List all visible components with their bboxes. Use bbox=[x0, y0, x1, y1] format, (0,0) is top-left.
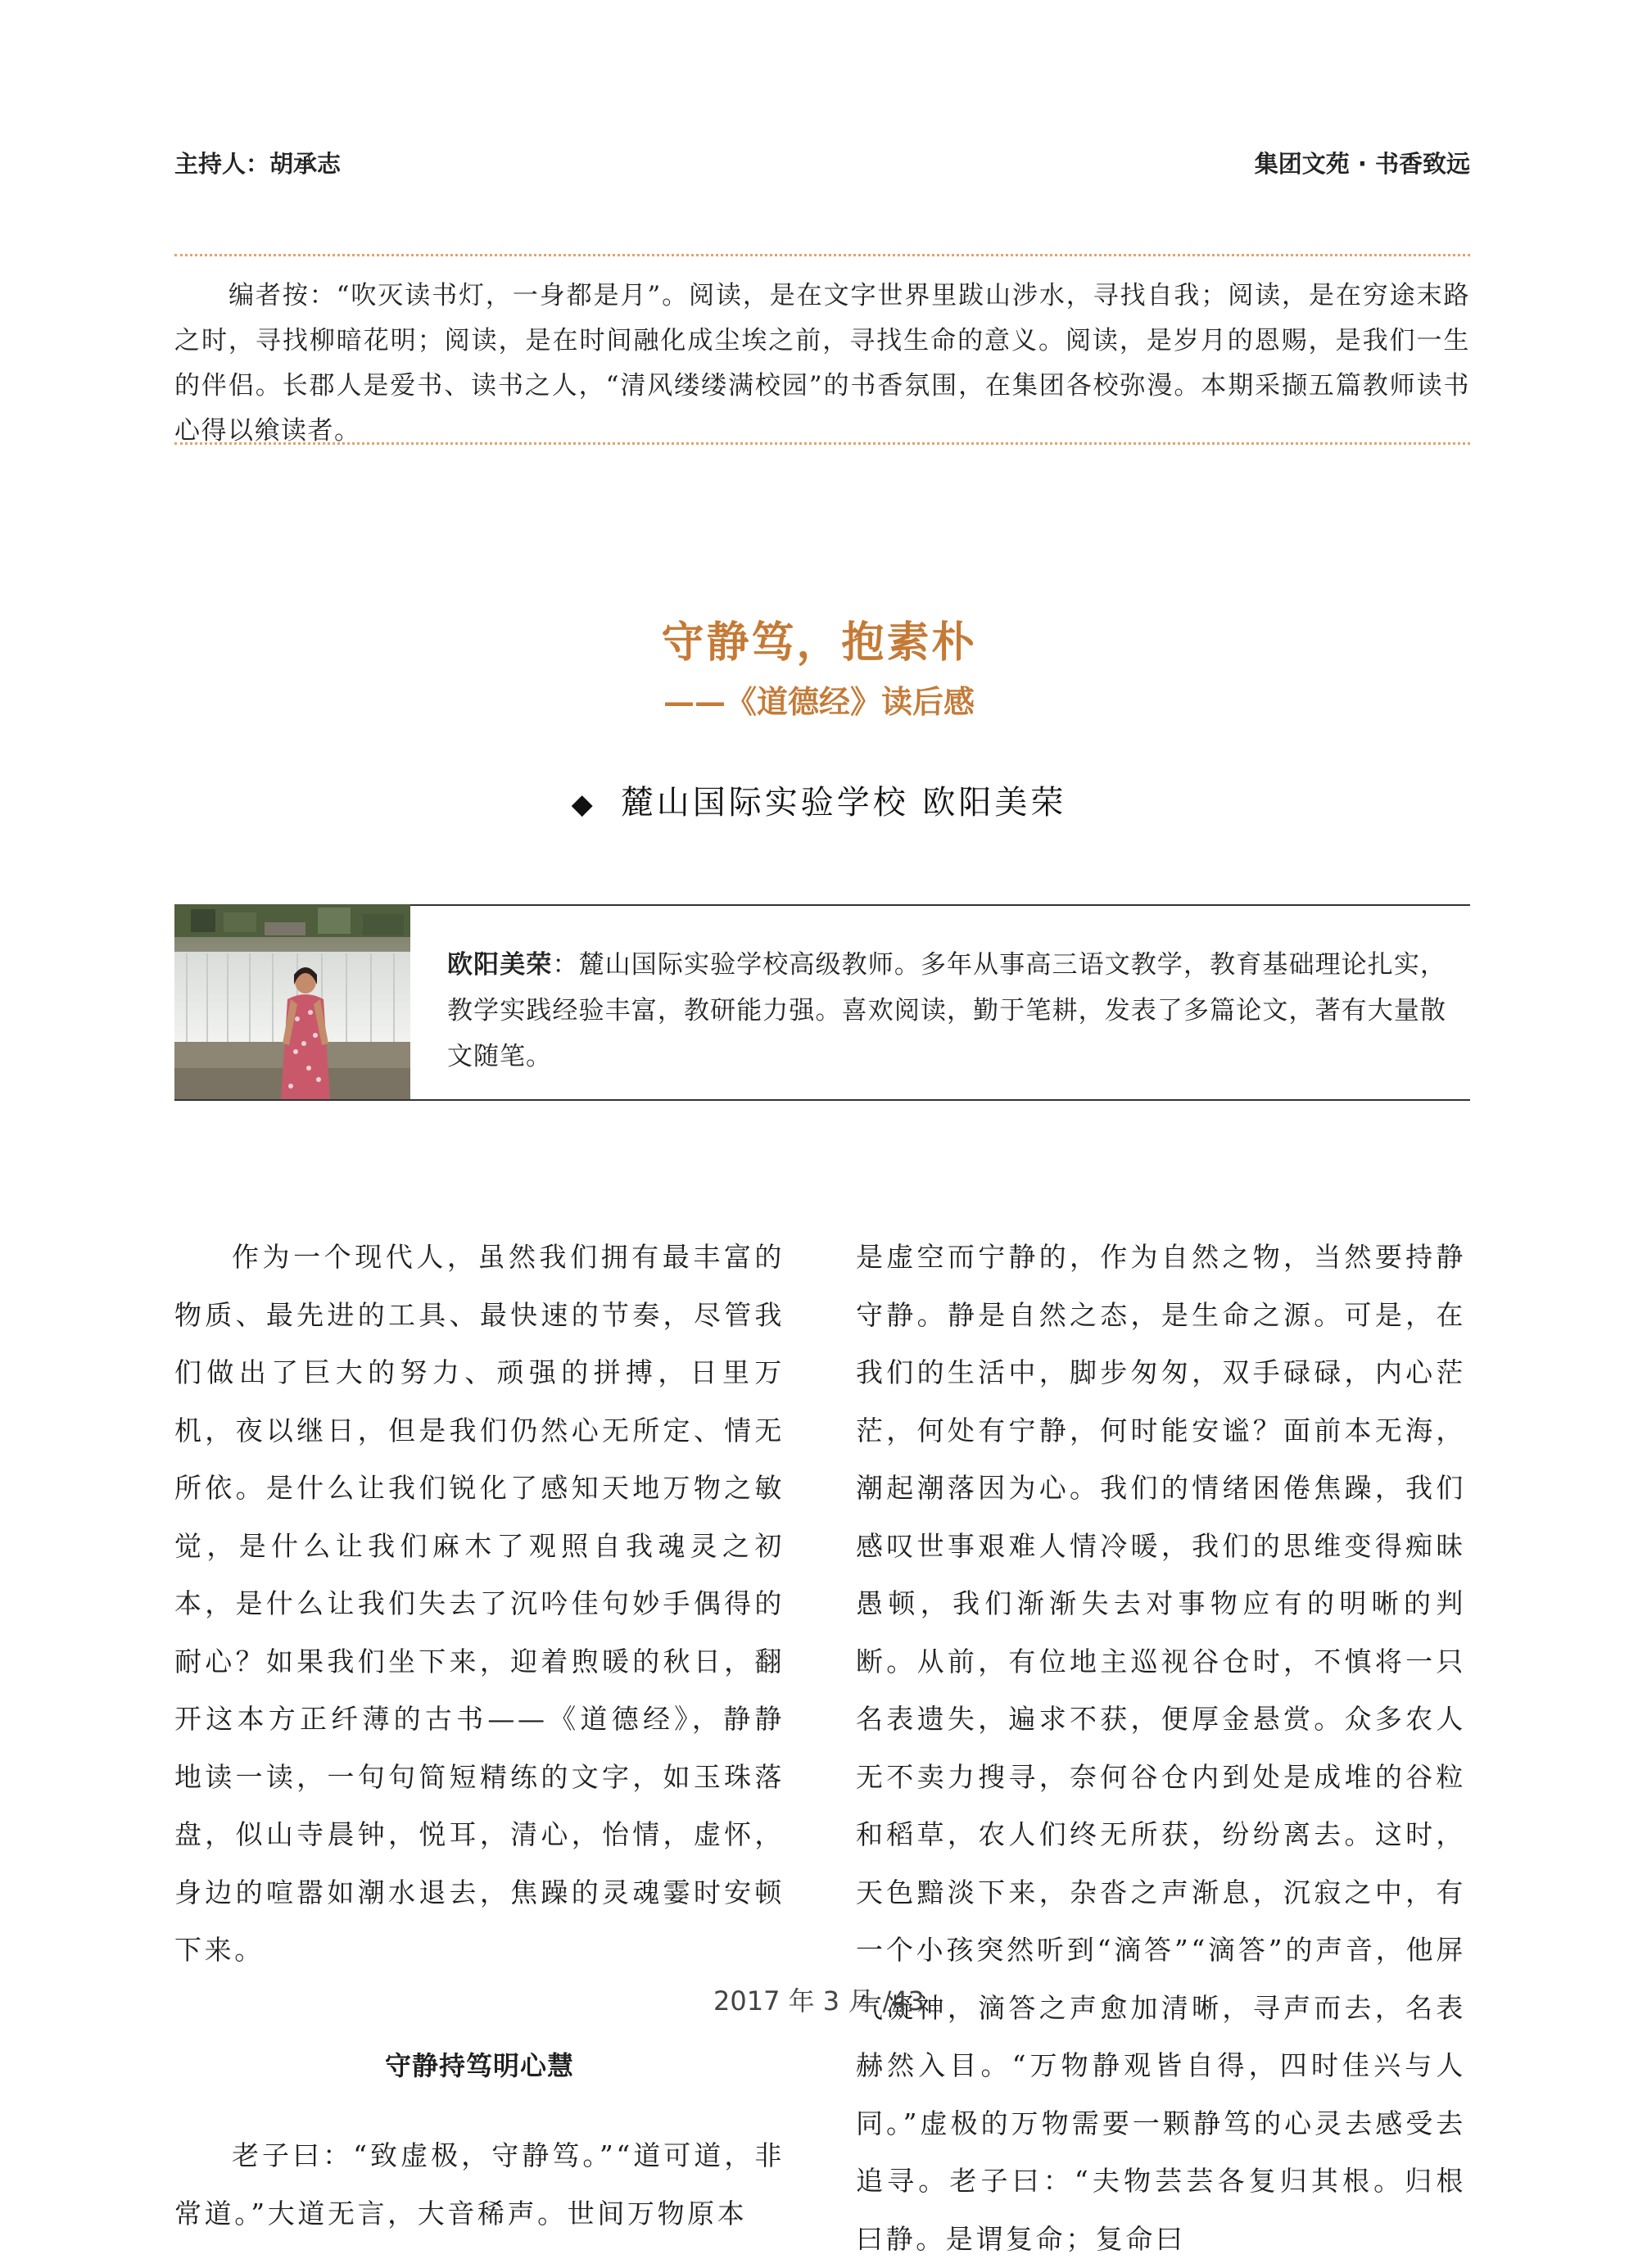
bio-text: ：麓山国际实验学校高级教师。多年从事高三语文教学，教育基础理论扎实，教学实践经验丰富，教研能力强。喜欢阅读，勤于笔耕，发表了多篇论文，著有大量散文随笔。 bbox=[447, 950, 1447, 1071]
author-photo bbox=[174, 904, 410, 1099]
article-title: 守静笃，抱素朴 bbox=[661, 618, 977, 668]
body-column-right bbox=[856, 1229, 1466, 2268]
top-dotted-divider bbox=[174, 254, 1470, 256]
bio-name: 欧阳美荣 bbox=[447, 950, 553, 980]
body-paragraph-1: 作为一个现代人，虽然我们拥有最丰富的物质、最先进的工具、最快速的节奏，尽管我们做出了巨大的努力、顽强的拼搏，日里万机，夜以继日，但是我们仍然心无所定、情无所依。是什么让我们锐化了感知天地万物之敏觉，是什么让我们麻木了观照自我魂灵之初本，是什么让我们失去了沉吟佳句妙手偶得的耐心？如果我们坐下来，迎着煦暖的秋日，翻开这本方正纤薄的古书——《道德经》，静静地读一读，一句句简短精练的文字，如玉珠落盘，似山寺晨钟，悦耳，清心，怡情，虚怀，身边的喧嚣如潮水退去，焦躁的灵魂霎时安顿下来。 bbox=[174, 1241, 785, 1966]
body-paragraph-2: 老子曰：“致虚极，守静笃。”“道可道，非常道。”大道无言，大音稀声。世间万物原本 bbox=[174, 2139, 785, 2230]
header-column-name: 集团文苑 · 书香致远 bbox=[1254, 150, 1470, 178]
section-heading: 守静持笃明心慧 bbox=[384, 2049, 574, 2081]
bio-bottom-rule bbox=[174, 1099, 1470, 1101]
body-column-left bbox=[174, 1229, 785, 2243]
bottom-dotted-divider bbox=[174, 442, 1470, 445]
article-subtitle: ——《道德经》读后感 bbox=[663, 683, 975, 720]
author-bio bbox=[447, 942, 1446, 1080]
diamond-icon: ◆ bbox=[571, 788, 596, 821]
author-name: 麓山国际实验学校 欧阳美荣 bbox=[620, 784, 1067, 822]
body-paragraph-right: 是虚空而宁静的，作为自然之物，当然要持静守静。静是自然之态，是生命之源。可是，在我们的生活中，脚步匆匆，双手碌碌，内心茫茫，何处有宁静，何时能安谧？面前本无海，潮起潮落因为心。我们的情绪困倦焦躁，我们感叹世事艰难人情冷暖，我们的思维变得痴昧愚顿，我们渐渐失去对事物应有的明晰的判断。从前，有位地主巡视谷仓时，不慎将一只名表遗失，遍求不获，便厚金悬赏。众多农人无不卖力搜寻，奈何谷仓内到处是成堆的谷粒和稻草，农人们终无所获，纷纷离去。这时，天色黯淡下来，杂沓之声渐息，沉寂之中，有一个小孩突然听到“滴答”“滴答”的声音，他屏气凝神，滴答之声愈加清晰，寻声而去，名表赫然入目。“万物静观皆自得，四时佳兴与人同。”虚极的万物需要一颗静笃的心灵去感受去追寻。老子曰：“夫物芸芸各复归其根。归根曰静。是谓复命；复命曰 bbox=[856, 1241, 1466, 2255]
editor-note: 编者按：“吹灭读书灯，一身都是月”。阅读，是在文字世界里跋山涉水，寻找自我；阅读，是在穷途末路之时，寻找柳暗花明；阅读，是在时间融化成尘埃之前，寻找生命的意义。阅读，是岁月的恩赐，是我们一生的伴侣。长郡人是爱书、读书之人，“清风缕缕满校园”的书香氛围，在集团各校弥漫。本期采撷五篇教师读书心得以飨读者。 bbox=[174, 281, 1470, 446]
author-line bbox=[0, 776, 1638, 823]
page-footer: 2017 年 3 月 /43 bbox=[713, 1985, 925, 2017]
header-host: 主持人：胡承志 bbox=[174, 150, 342, 178]
